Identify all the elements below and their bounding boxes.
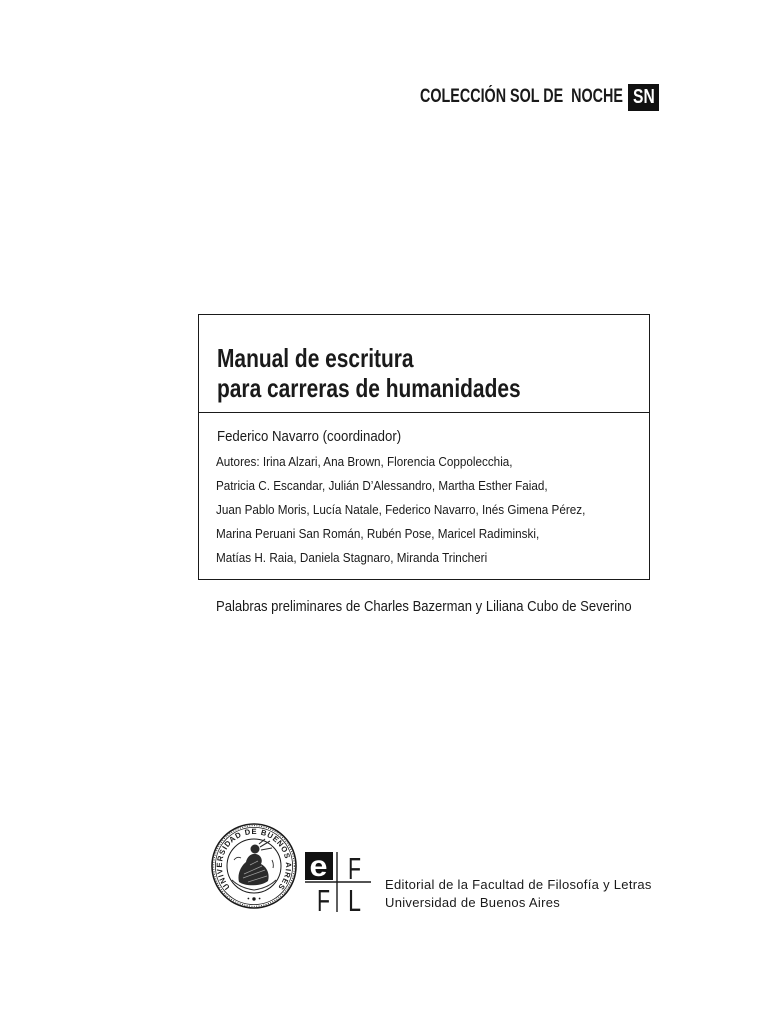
- book-title-line-1: Manual de escritura: [217, 343, 414, 373]
- publisher-name-line-1: Editorial de la Facultad de Filosofía y Letras: [385, 877, 652, 892]
- effl-letter-l: L: [348, 883, 361, 913]
- effl-letter-e: e: [309, 851, 328, 883]
- seal-text: UNIVERSIDAD DE BUENOS AIRES: [214, 827, 294, 892]
- collection-badge-text: SN: [632, 86, 655, 108]
- authors-line: Autores: Irina Alzari, Ana Brown, Florencia Coppolecchia,: [216, 454, 513, 469]
- title-divider: [199, 412, 649, 413]
- effl-letter-f-top: F: [348, 851, 361, 886]
- authors-line: Matías H. Raia, Daniela Stagnaro, Miranda Trincheri: [216, 550, 488, 565]
- authors-line: Juan Pablo Moris, Lucía Natale, Federico Navarro, Inés Gimena Pérez,: [216, 502, 586, 517]
- effl-letter-f-bottom: F: [317, 883, 330, 913]
- authors-line: Patricia C. Escandar, Julián D’Alessandro, Martha Esther Faiad,: [216, 478, 548, 493]
- collection-badge: [628, 84, 659, 111]
- book-title-line-2: para carreras de humanidades: [217, 373, 521, 403]
- preface-line: Palabras preliminares de Charles Bazerman y Liliana Cubo de Severino: [216, 598, 632, 615]
- collection-label: COLECCIÓN SOL DE NOCHE: [420, 86, 623, 107]
- authors-line: Marina Peruani San Román, Rubén Pose, Maricel Radiminski,: [216, 526, 540, 541]
- effl-logo: [304, 851, 372, 913]
- title-box: [198, 314, 650, 580]
- coordinator-line: Federico Navarro (coordinador): [217, 428, 402, 445]
- publisher-name-line-2: Universidad de Buenos Aires: [385, 895, 561, 910]
- uba-seal-logo: [210, 820, 298, 912]
